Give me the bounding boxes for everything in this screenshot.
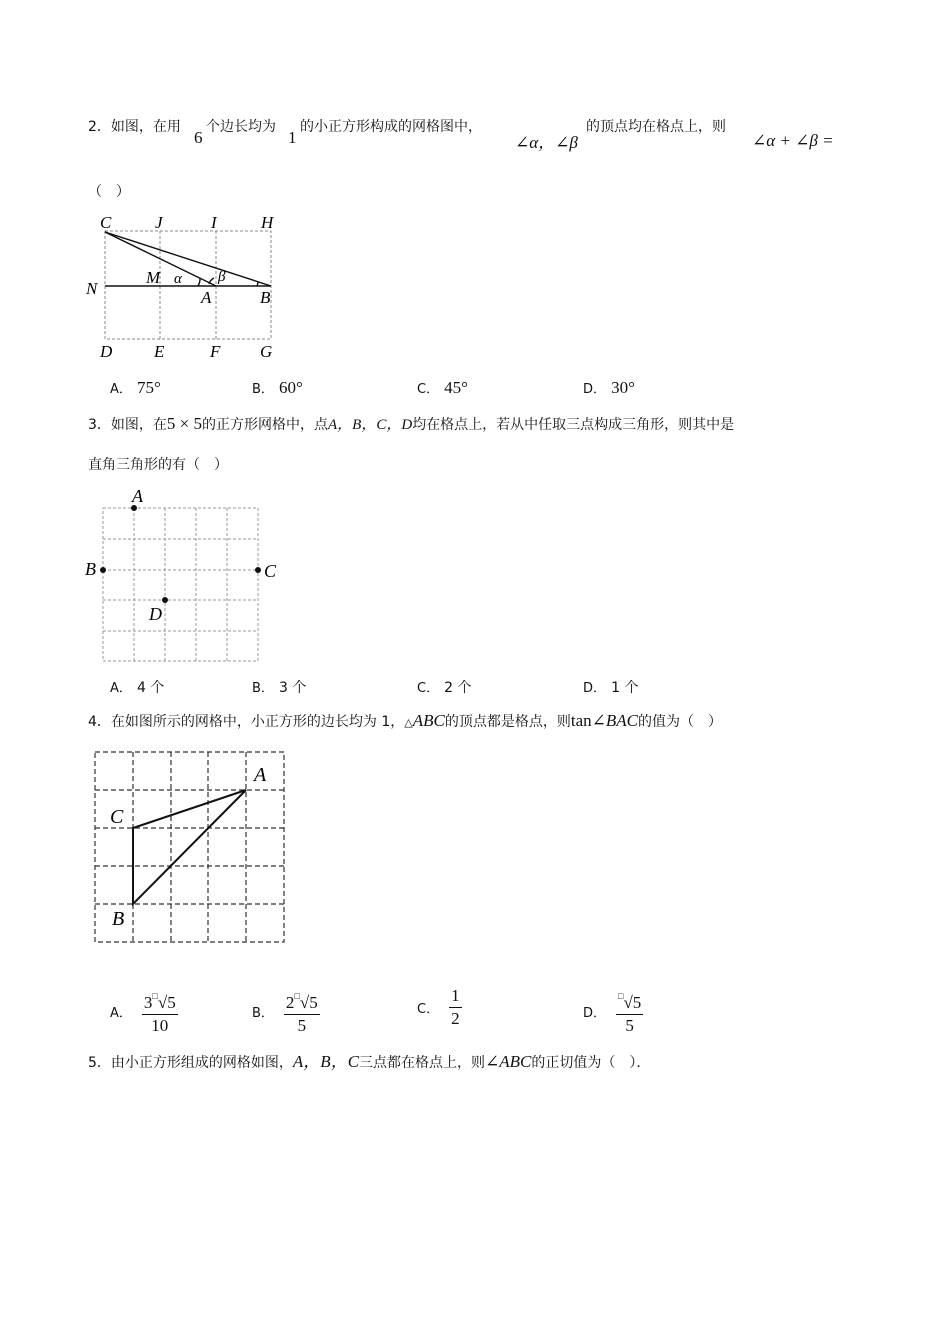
q4-option-b-letter: B． <box>252 1005 274 1021</box>
q2-label-H: H <box>261 213 274 232</box>
q4-text-a: 在如图所示的网格中，小正方形的边长均为 1， <box>110 714 405 730</box>
q3-text-a: 如图，在 <box>110 417 167 433</box>
q3-text-b: 的正方形网格中，点 <box>202 417 329 433</box>
q2-option-a-letter: A． <box>110 382 132 397</box>
q3-label-C: C <box>264 561 277 581</box>
q4-option-a-letter: A． <box>110 1005 132 1021</box>
q3-option-d[interactable] <box>583 677 638 697</box>
q4-option-b[interactable] <box>252 986 320 1036</box>
q3-option-a[interactable] <box>110 677 164 697</box>
q3-number: 3． <box>88 417 111 433</box>
q4-option-c-den: 2 <box>451 1009 460 1028</box>
q2-label-G: G <box>260 342 273 361</box>
q3-grid: 5 × 5 <box>166 414 203 433</box>
q4-option-b-fraction: $\frac{2^□√5}{5}$ <box>284 986 320 1036</box>
q3-label-A: A <box>132 486 143 506</box>
q2-sum-expr: ∠α + ∠β = <box>752 131 834 150</box>
q4-label-A: A <box>254 764 267 786</box>
q3-option-b[interactable] <box>252 677 306 697</box>
q4-option-a[interactable] <box>110 986 178 1036</box>
q5-points: A，B，C <box>292 1052 360 1071</box>
q2-option-a-value: 75° <box>137 378 161 397</box>
q5-angle: ∠ABC <box>485 1052 532 1071</box>
q2-text-d: 的顶点均在格点上，则 <box>586 119 726 135</box>
q4-tan: tan <box>570 711 592 730</box>
q3-figure <box>82 484 292 668</box>
q3-option-d-letter: D． <box>583 681 607 696</box>
q2-paren: （ ） <box>88 184 130 200</box>
q3-option-c-value: 2 个 <box>444 680 472 696</box>
q2-option-d-letter: D． <box>583 382 607 397</box>
q2-label-M: M <box>146 268 161 287</box>
q3-point-C <box>255 567 261 573</box>
q2-label-J: J <box>155 213 163 232</box>
q4-option-d-den: 5 <box>625 1016 634 1035</box>
q2-one: 1 <box>288 128 297 147</box>
q4-text-c: 的值为（ ） <box>638 714 722 730</box>
q4-option-a-rad: 5 <box>167 993 176 1012</box>
q4-option-d-fraction: $\frac{^□√5}{5}$ <box>616 986 643 1036</box>
q4-stem <box>88 711 722 731</box>
q5-text-a: 由小正方形组成的网格如图， <box>110 1055 293 1071</box>
q4-figure <box>88 745 298 950</box>
q4-option-b-coef: 2 <box>285 993 295 1012</box>
q2-option-b-letter: B． <box>252 382 274 397</box>
q3-option-a-value: 4 个 <box>137 680 165 696</box>
q3-label-D: D <box>149 604 162 624</box>
q2-label-N: N <box>86 279 98 298</box>
q3-option-c[interactable] <box>417 677 472 697</box>
q4-option-c-letter: C． <box>417 1002 440 1017</box>
q5-stem <box>88 1047 650 1072</box>
q5-number: 5． <box>88 1055 111 1071</box>
q4-triangle-abc <box>133 790 246 904</box>
q2-angles: ∠α，∠β <box>515 133 578 152</box>
q4-option-d-letter: D． <box>583 1005 607 1021</box>
q4-option-d[interactable] <box>583 986 643 1036</box>
q2-label-F: F <box>210 342 221 361</box>
q3-option-d-value: 1 个 <box>611 680 639 696</box>
q2-option-b[interactable] <box>252 378 303 398</box>
q2-option-c[interactable] <box>417 378 468 398</box>
q4-option-a-fraction: $\frac{3^□√5}{10}$ <box>142 986 178 1036</box>
q2-option-d[interactable] <box>583 378 635 398</box>
q4-option-b-rad: 5 <box>309 993 318 1012</box>
q4-option-a-den: 10 <box>151 1016 169 1035</box>
q5-text-c: 的正切值为（ ）． <box>531 1055 651 1071</box>
q4-option-c[interactable] <box>417 986 462 1029</box>
q2-text-c: 的小正方形构成的网格图中， <box>300 119 482 135</box>
q3-point-B <box>100 567 106 573</box>
q2-option-c-letter: C． <box>417 382 440 397</box>
q3-option-c-letter: C． <box>417 681 440 696</box>
q2-text-b: 个边长均为 <box>206 119 276 135</box>
q2-label-B: B <box>260 288 271 307</box>
q4-triangle-symbol: △ <box>404 716 413 729</box>
q5-text-b: 三点都在格点上，则 <box>359 1055 486 1071</box>
q2-six: 6 <box>194 128 203 147</box>
q3-points: A，B，C，D <box>328 417 413 433</box>
q2-figure <box>80 208 290 368</box>
q3-option-b-value: 3 个 <box>279 680 307 696</box>
q2-option-b-value: 60° <box>279 378 303 397</box>
q3-option-b-letter: B． <box>252 681 274 696</box>
q4-abc: ABC <box>412 711 445 730</box>
q3-label-B: B <box>85 559 96 579</box>
q2-option-d-value: 30° <box>611 378 635 397</box>
q3-stem-line1 <box>88 413 734 434</box>
q4-text-b: 的顶点都是格点，则 <box>444 714 571 730</box>
q3-stem-line2: 直角三角形的有（ ） <box>88 457 228 473</box>
q4-option-c-num: 1 <box>449 986 462 1008</box>
q2-label-C: C <box>100 213 112 232</box>
q2-label-alpha: α <box>174 271 182 287</box>
q2-label-I: I <box>211 213 217 232</box>
q4-option-c-fraction <box>449 986 462 1029</box>
q4-option-b-den: 5 <box>297 1016 307 1035</box>
q2-label-A: A <box>201 288 212 307</box>
q4-label-B: B <box>112 908 125 930</box>
q3-option-a-letter: A． <box>110 681 132 696</box>
q2-label-beta: β <box>218 269 226 285</box>
q2-option-a[interactable] <box>110 378 161 398</box>
q3-point-D <box>162 597 168 603</box>
q2-text-a: 如图，在用 <box>110 119 181 135</box>
q2-option-c-value: 45° <box>444 378 468 397</box>
q4-label-C: C <box>110 806 124 828</box>
q2-label-E: E <box>154 342 165 361</box>
q2-label-D: D <box>100 342 113 361</box>
q4-option-a-coef: 3 <box>143 993 153 1012</box>
q4-number: 4． <box>88 714 111 730</box>
q2-number: 2． <box>88 119 111 135</box>
q3-text-c: 均在格点上，若从中任取三点构成三角形，则其中是 <box>412 417 735 433</box>
q4-angle: ∠BAC <box>591 711 638 730</box>
q4-option-d-rad: 5 <box>632 993 642 1012</box>
q2-stem <box>88 116 181 148</box>
